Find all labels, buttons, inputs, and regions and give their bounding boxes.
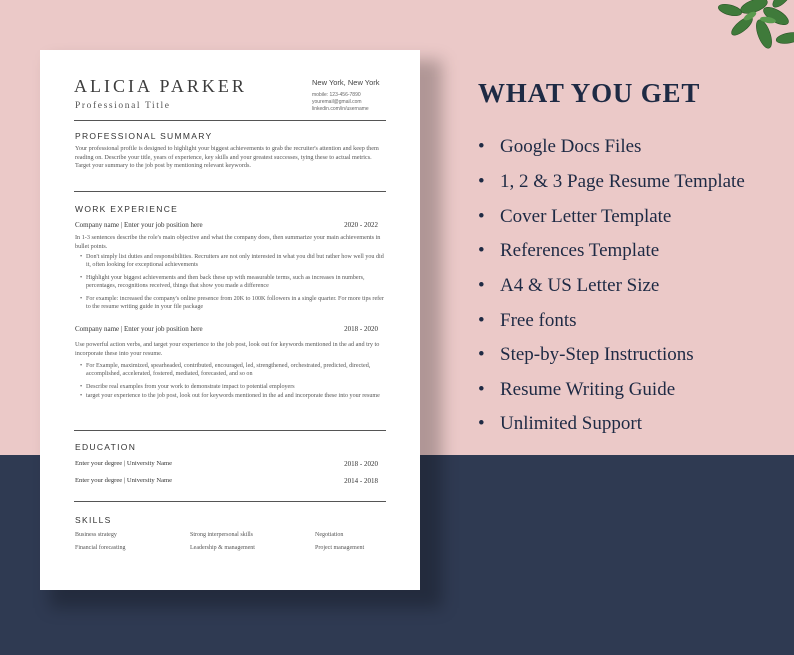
skill-item: Leadership & management [190,545,255,551]
resume-email: youremail@gmail.com [312,99,362,105]
feature-item [478,379,675,401]
education-dates: 2014 - 2018 [344,477,378,485]
job-bullet: • For example: increased the company's online presence from 20K to 100K followers in a single quarter. For more tips refer to the resume writing guide in your file package [80,295,386,312]
feature-label: Resume Writing Guide [500,379,676,400]
job-bullet: • Describe real examples from your work to demonstrate impact to potential employers [80,383,386,391]
divider [74,430,386,431]
bullet-icon: • [478,310,485,331]
resume-city: New York, New York [312,78,380,87]
skills-heading: SKILLS [75,515,112,525]
feature-item [478,240,659,262]
job-title: Company name | Enter your job position here [75,221,203,229]
job-bullet: • Don't simply list duties and responsibilities. Recruiters are not only interested in what you did but rather how well you did it, often looking for exceptional achievements [80,253,386,270]
education-dates: 2018 - 2020 [344,460,378,468]
skill-item: Negotiation [315,532,344,538]
feature-label: References Template [500,240,660,261]
resume-page [40,50,420,590]
divider [74,501,386,502]
feature-item [478,275,659,297]
divider [74,120,386,121]
job-bullet: • target your experience to the job post, look out for keywords mentioned in the ad and incorporate these into your resume [80,392,386,400]
feature-item [478,206,671,228]
summary-heading: PROFESSIONAL SUMMARY [75,131,213,141]
bullet-icon: • [478,240,485,261]
bullet-icon: • [478,413,485,434]
divider [74,191,386,192]
feature-label: Cover Letter Template [500,206,672,227]
bullet-icon: • [478,206,485,227]
feature-item [478,310,577,332]
job-bullet: • Highlight your biggest achievements and then back these up with measurable terms, such as increases in numbers, percentages, recognitions received, things that show you made a difference [80,274,386,291]
bullet-icon: • [478,136,485,157]
resume-mobile: mobile: 123-456-7890 [312,92,361,98]
summary-text: Your professional profile is designed to highlight your biggest achievements to grab the recruiter's attention and keep them reading on. Describe your title, years of experience, key skills and your greatest successes, tying these to actual metrics. Target your summary to the job post by mentioning relevant keywords. [75,145,379,169]
job-dates: 2018 - 2020 [344,325,378,333]
job-dates: 2020 - 2022 [344,221,378,229]
job-bullet: • For Example, maximized, spearheaded, contributed, encouraged, led, strengthened, orchestrated, predicted, directed, accomplished, accelerated, fostered, mediated, forecasted, and so on [80,362,386,379]
feature-label: Free fonts [500,310,577,331]
education-heading: EDUCATION [75,442,137,452]
skill-item: Project management [315,545,365,551]
skill-item: Financial forecasting [75,545,126,551]
resume-linkedin: linkedin.com/in/username [312,106,369,112]
work-heading: WORK EXPERIENCE [75,204,179,214]
feature-item [478,413,642,435]
feature-label: Unlimited Support [500,413,642,434]
bullet-icon: • [478,275,485,296]
job-intro: In 1-3 sentences describe the role's main objective and what the company does, then summarize your main achievements in bullet points. [75,234,381,250]
job-title: Company name | Enter your job position here [75,325,203,333]
education-degree: Enter your degree | University Name [75,477,173,484]
resume-name: ALICIA PARKER [74,76,247,96]
resume-professional-title: Professional Title [75,101,171,111]
bullet-icon: • [478,379,485,400]
feature-label: 1, 2 & 3 Page Resume Template [500,171,745,192]
plant-icon [694,0,794,76]
skill-item: Business strategy [75,532,117,538]
feature-item [478,344,694,366]
what-you-get-heading: WHAT YOU GET [478,78,701,108]
job-intro: Use powerful action verbs, and target your experience to the job post, look out for keywords mentioned in the ad and try to incorporate these into your resume. [75,341,380,357]
feature-label: Step-by-Step Instructions [500,344,694,365]
feature-item [478,171,745,193]
feature-item [478,136,641,158]
feature-label: A4 & US Letter Size [500,275,660,296]
bullet-icon: • [478,344,485,365]
skill-item: Strong interpersonal skills [190,532,253,538]
bullet-icon: • [478,171,485,192]
feature-label: Google Docs Files [500,136,642,157]
education-degree: Enter your degree | University Name [75,460,173,467]
